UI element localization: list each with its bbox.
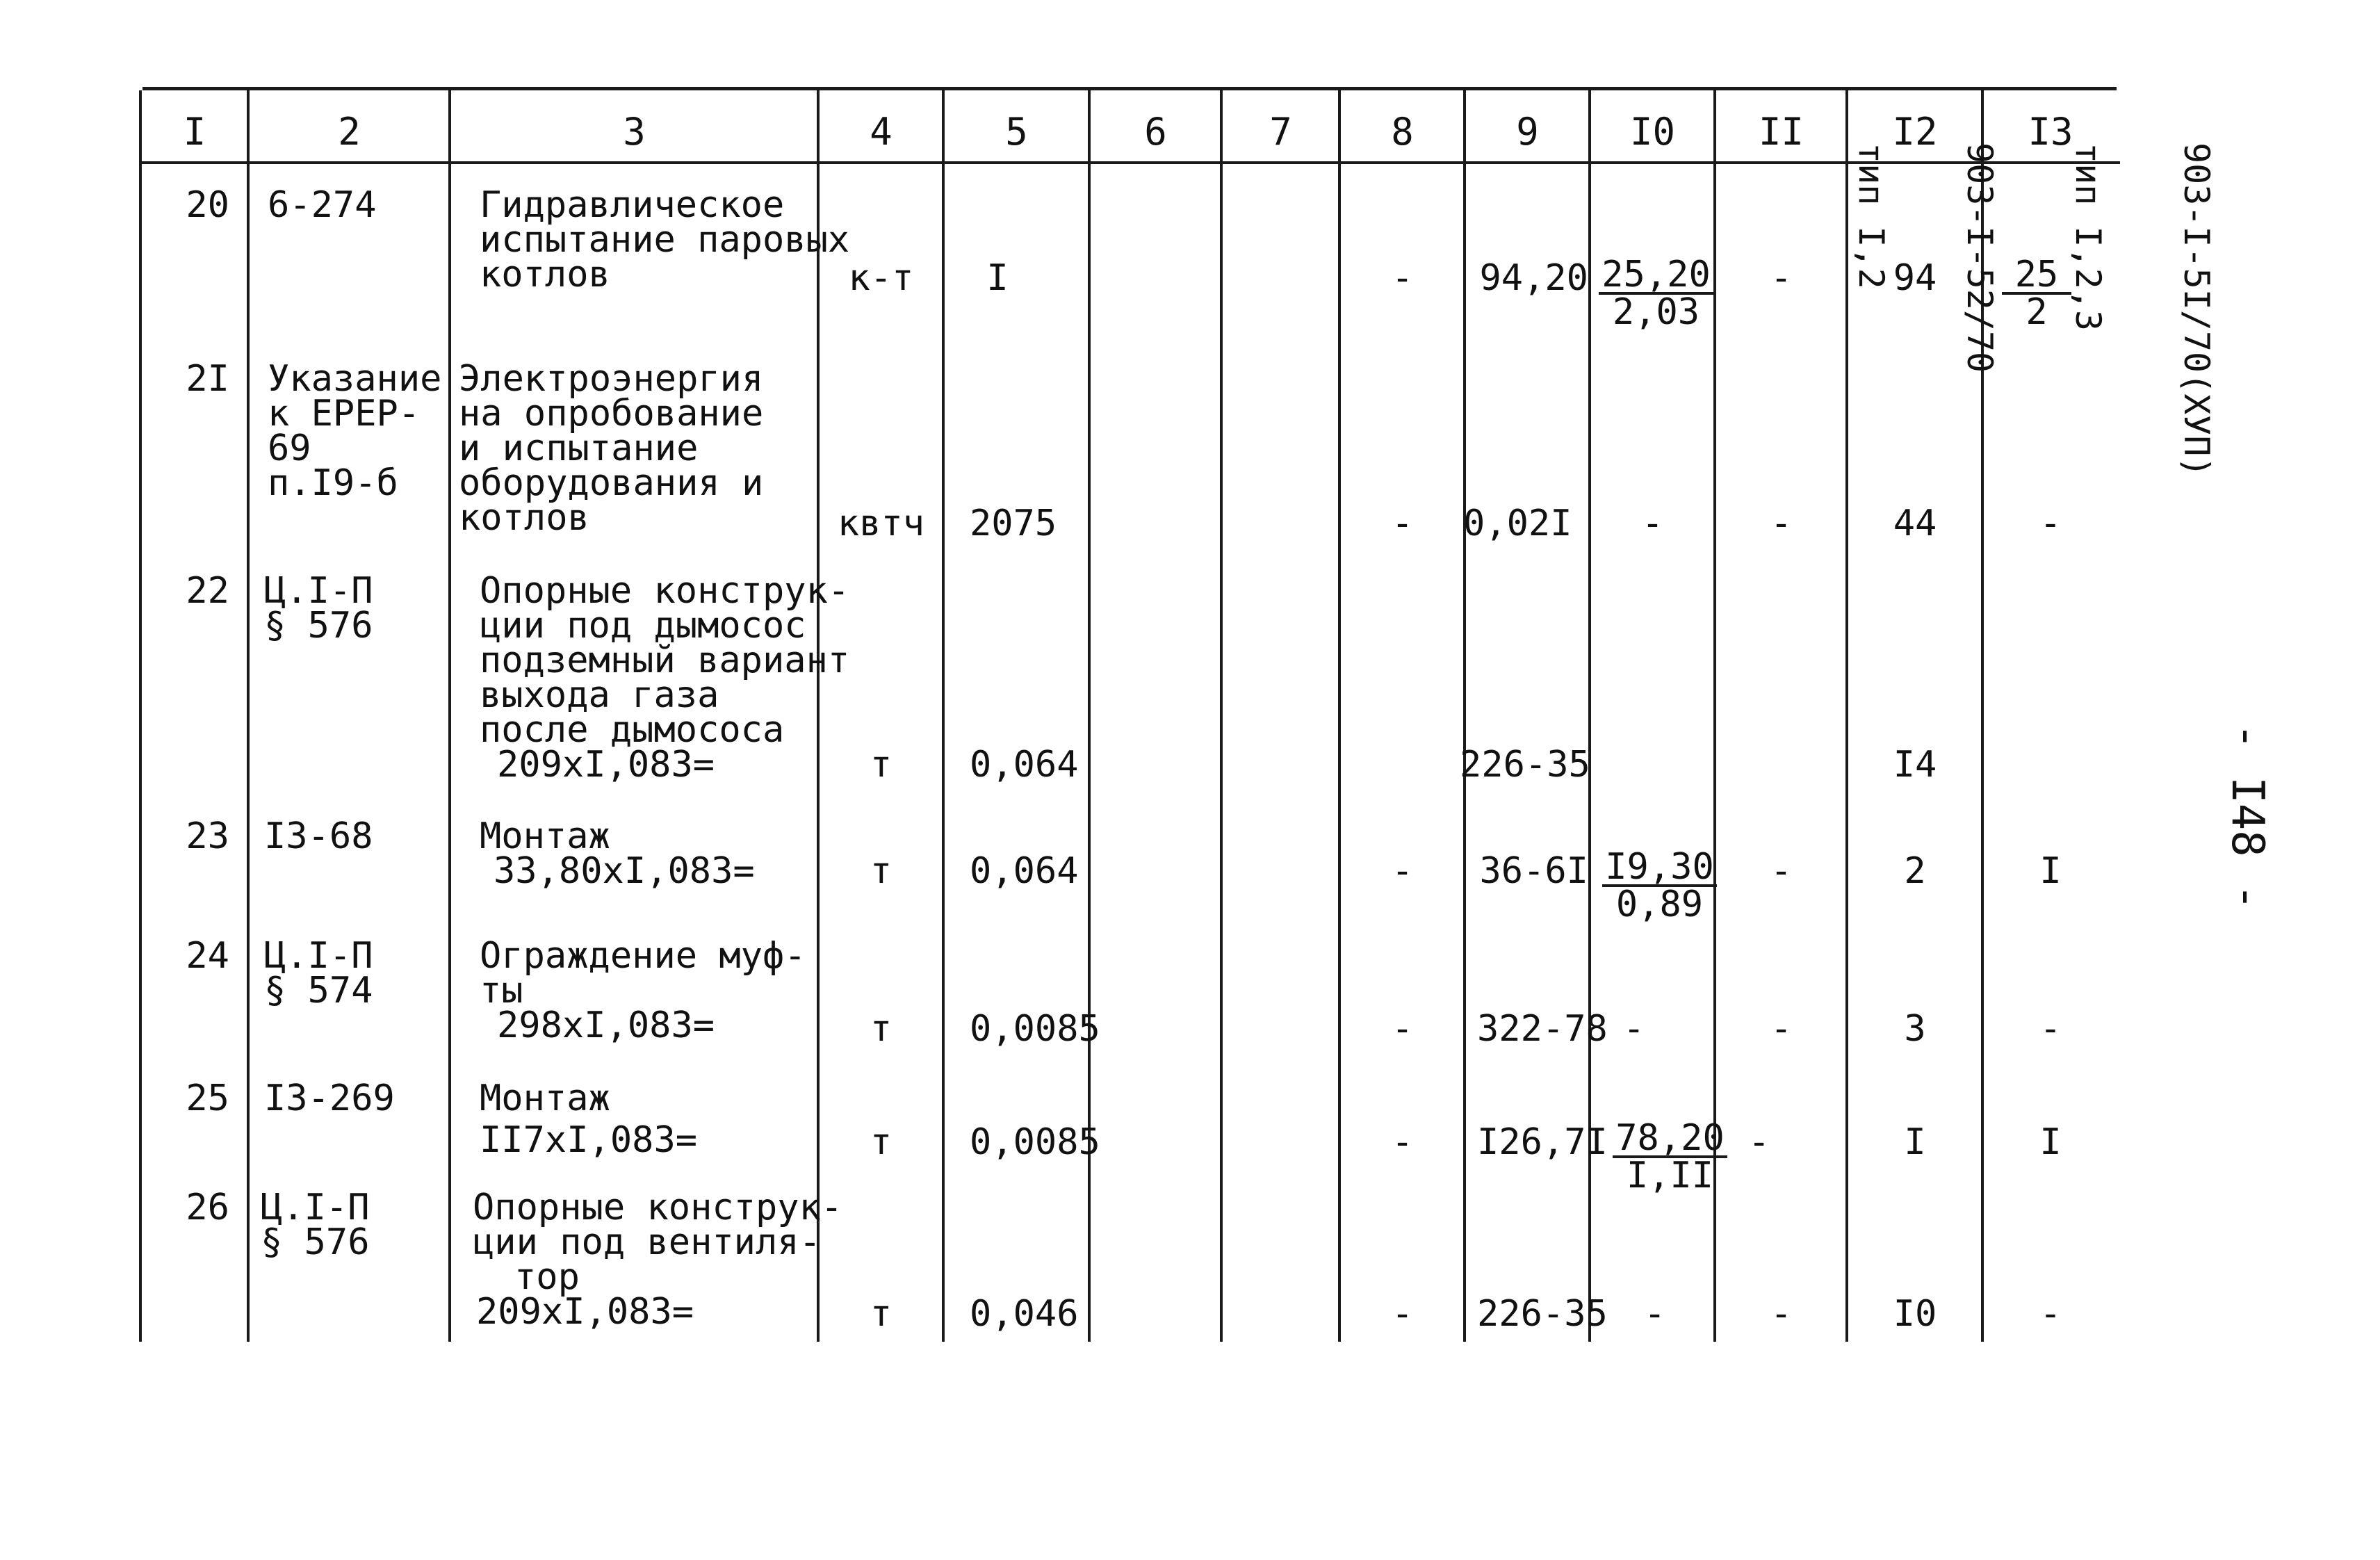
quantity-cell: 0,046 <box>970 1293 1079 1335</box>
col-divider <box>139 90 142 1342</box>
col12-cell: I4 <box>1893 744 1937 786</box>
table-top-rule <box>142 87 2117 90</box>
work-description: тор <box>514 1256 580 1298</box>
col8-cell: - <box>1391 1293 1414 1335</box>
norm-code: Ц.I-П <box>264 570 373 612</box>
col13-cell: I <box>2039 1121 2062 1163</box>
work-description: Гидравлическое <box>480 184 785 226</box>
norm-code: I3-269 <box>264 1078 395 1119</box>
norm-code: I3-68 <box>264 815 373 857</box>
norm-code: § 574 <box>264 970 373 1011</box>
work-description: ции под вентиля- <box>473 1221 821 1263</box>
quantity-cell: 0,064 <box>970 744 1079 786</box>
row-number: 20 <box>186 184 229 226</box>
work-description: испытание паровых <box>480 219 850 261</box>
col12-cell: I <box>1904 1121 1926 1163</box>
col9-cell: I26,7I <box>1477 1121 1608 1163</box>
calculation-line: 209хI,083= <box>476 1291 694 1333</box>
norm-code: 69 <box>268 428 311 469</box>
calculation-line: 209хI,083= <box>497 744 715 786</box>
fraction-denominator: 2,03 <box>1612 291 1700 333</box>
row-number: 26 <box>186 1187 229 1228</box>
calculation-line: 33,80хI,083= <box>494 850 755 892</box>
col11-cell: - <box>1748 1121 1770 1163</box>
unit-cell: т <box>870 850 892 892</box>
col9-cell: 36-6I <box>1479 850 1588 892</box>
col-divider <box>1220 90 1223 1342</box>
column-header: 8 <box>1391 110 1414 154</box>
column-header: 5 <box>1005 110 1028 154</box>
col-divider <box>942 90 945 1342</box>
column-header: 4 <box>870 110 892 154</box>
col11-cell: - <box>1770 257 1793 299</box>
col9-cell: 94,20 <box>1479 257 1588 299</box>
unit-cell: т <box>870 744 892 786</box>
work-description: Электроэнергия <box>459 358 764 400</box>
unit-cell: квтч <box>837 503 925 544</box>
col10-fraction <box>1613 1117 1727 1196</box>
col13-cell: - <box>2039 503 2062 544</box>
fraction-denominator: 2 <box>2026 291 2048 333</box>
col11-cell: - <box>1770 1008 1793 1050</box>
col9-cell: 226-35 <box>1460 744 1590 786</box>
col-divider <box>1463 90 1466 1342</box>
work-description: подземный вариант <box>480 640 850 681</box>
stamp-line: тип I,2 <box>1851 143 1891 289</box>
row-number: 22 <box>186 570 229 612</box>
col12-cell: I0 <box>1893 1293 1937 1335</box>
col9-cell: 322-78 <box>1477 1008 1608 1050</box>
column-header: I3 <box>2028 110 2073 154</box>
col8-cell: - <box>1391 257 1414 299</box>
col-divider <box>247 90 250 1342</box>
work-description: и испытание <box>459 428 699 469</box>
norm-code: Ц.I-П <box>264 935 373 977</box>
stamp-line: тип I,2,3 <box>2068 143 2108 331</box>
col12-cell: 94 <box>1893 257 1937 299</box>
col13-cell: I <box>2039 850 2062 892</box>
page-number: - I48 - <box>2222 723 2273 911</box>
column-header: 2 <box>338 110 361 154</box>
row-number: 2I <box>186 358 229 400</box>
col8-cell: - <box>1391 850 1414 892</box>
row-number: 25 <box>186 1078 229 1119</box>
column-header: 9 <box>1516 110 1539 154</box>
work-description: ции под дымосос <box>480 605 806 647</box>
work-description: котлов <box>459 497 589 539</box>
norm-code: к ЕРЕР- <box>268 393 421 434</box>
calculation-line: II7хI,083= <box>480 1119 698 1161</box>
fraction-numerator: 25 <box>2002 257 2071 295</box>
row-number: 23 <box>186 815 229 857</box>
stamp-line: 903-I-5I/70(ХУП) <box>2176 143 2217 478</box>
col9-cell: 0,02I <box>1463 503 1572 544</box>
project-code-stamp <box>1781 143 2287 478</box>
fraction-numerator: 78,20 <box>1613 1121 1727 1158</box>
col10-fraction <box>1599 254 1713 333</box>
norm-code: Ц.I-П <box>261 1187 370 1228</box>
work-description: на опробование <box>459 393 764 434</box>
work-description: оборудования и <box>459 462 764 504</box>
col11-cell: - <box>1770 850 1793 892</box>
stamp-line: 903-I-52/70 <box>1959 143 2000 373</box>
quantity-cell: 0,0085 <box>970 1121 1100 1163</box>
norm-code: § 576 <box>261 1221 370 1263</box>
column-header: 3 <box>623 110 646 154</box>
col11-cell: - <box>1770 503 1793 544</box>
unit-cell: т <box>870 1121 892 1163</box>
row-number: 24 <box>186 935 229 977</box>
calculation-line: 298хI,083= <box>497 1005 715 1046</box>
column-header: I0 <box>1629 110 1676 154</box>
work-description: Ограждение муф- <box>480 935 806 977</box>
work-description: Опорные конструк- <box>480 570 850 612</box>
column-header: I <box>183 110 206 154</box>
col-divider <box>817 90 820 1342</box>
col8-cell: - <box>1391 503 1414 544</box>
quantity-cell: 0,0085 <box>970 1008 1100 1050</box>
work-description: ты <box>480 970 523 1011</box>
col10-cell: - <box>1644 1293 1666 1335</box>
col8-cell: - <box>1391 1121 1414 1163</box>
col13-cell: - <box>2039 1293 2062 1335</box>
norm-code: 6-274 <box>268 184 377 226</box>
quantity-cell: 0,064 <box>970 850 1079 892</box>
col10-cell: - <box>1623 1008 1645 1050</box>
norm-code: п.I9-б <box>268 462 398 504</box>
work-description: выхода газа <box>480 674 719 716</box>
column-header: 7 <box>1269 110 1292 154</box>
col-divider <box>448 90 451 1342</box>
col8-cell: - <box>1391 1008 1414 1050</box>
fraction-denominator: I,II <box>1626 1155 1714 1196</box>
column-header: II <box>1758 110 1804 154</box>
col11-cell: - <box>1770 1293 1793 1335</box>
unit-cell: т <box>870 1293 892 1335</box>
work-description: Монтаж <box>480 815 610 857</box>
col12-cell: 3 <box>1904 1008 1926 1050</box>
fraction-denominator: 0,89 <box>1615 884 1704 925</box>
col12-cell: 2 <box>1904 850 1926 892</box>
fraction-numerator: 25,20 <box>1599 257 1713 295</box>
unit-cell: т <box>870 1008 892 1050</box>
column-header: 6 <box>1144 110 1167 154</box>
col12-cell: 44 <box>1893 503 1937 544</box>
col10-fraction <box>1602 846 1717 925</box>
col10-cell: - <box>1641 503 1664 544</box>
col9-cell: 226-35 <box>1477 1293 1608 1335</box>
quantity-cell: I <box>986 257 1009 299</box>
col13-cell: - <box>2039 1008 2062 1050</box>
quantity-cell: 2075 <box>970 503 1057 544</box>
work-description: котлов <box>480 254 610 295</box>
fraction-numerator: I9,30 <box>1602 850 1717 887</box>
work-description: после дымососа <box>480 709 785 751</box>
norm-code: § 576 <box>264 605 373 647</box>
column-header: I2 <box>1892 110 1938 154</box>
norm-code: Указание <box>268 358 442 400</box>
unit-cell: к-т <box>848 257 914 299</box>
work-description: Опорные конструк- <box>473 1187 843 1228</box>
work-description: Монтаж <box>480 1078 610 1119</box>
col-divider <box>1338 90 1341 1342</box>
